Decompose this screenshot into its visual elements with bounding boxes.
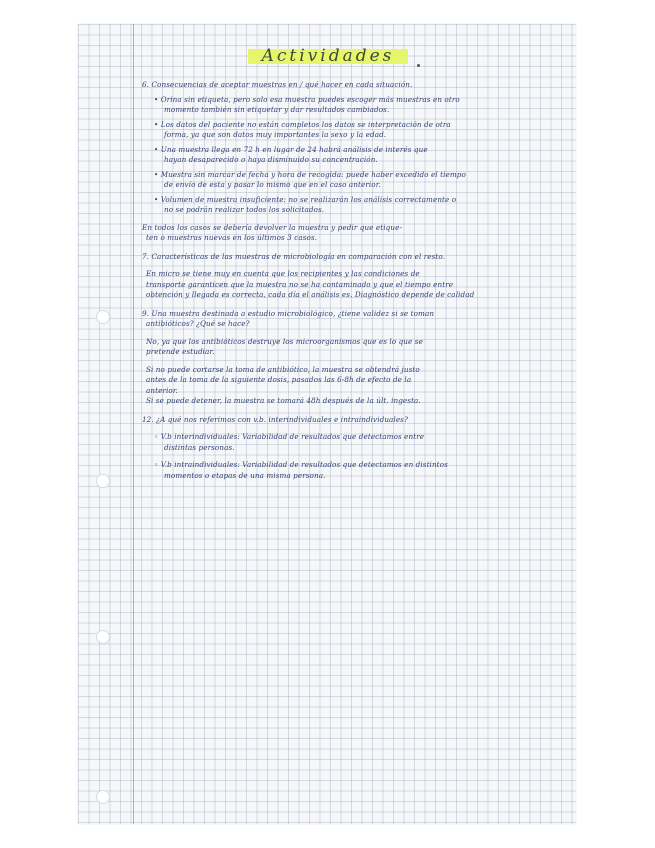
q9-answer-1-line-2: pretende estudiar. (146, 347, 215, 356)
q9-answer-2-line-1: Si no puede cortarse la toma de antibiótico, la muestra se obtendrá justo (146, 364, 420, 374)
binder-hole (96, 310, 110, 324)
q6-bullet-2-line-1: • Los datos del paciente no están completos los datos se interpretación de otra (154, 119, 451, 129)
q6-bullet-4-line-1: • Muestra sin marcar de fecha y hora de recogida: puede haber excedido el tiempo (154, 169, 466, 179)
q9-answer-1-line-1: No, ya que los antibióticos destruye los microorganismos que es lo que se (146, 336, 423, 346)
q9-answer-2-line-2: antes de la toma de la siguiente dosis, pasados las 6-8h de efecto de la (146, 375, 412, 384)
question-9-heading-line-1: 9. Una muestra destinada a estudio microbiológico, ¿tiene validez si se toman (142, 308, 435, 318)
q12-item-2-line-1: ◦ V.b intraindividuales: Variabilidad de resultados que detectamos en distintos (154, 460, 448, 469)
q6-bullet-1-line-1: • Orina sin etiqueta, pero solo esa muestra puedes escoger más muestras en otro (154, 94, 460, 104)
q12-item-2-line-2: momentos o etapas de una misma persona. (164, 470, 326, 480)
q7-answer-line-3: obtención y llegada es correcta, cada día el análisis es. Diagnóstico depende de calidad (146, 290, 475, 299)
q6-bullet-3-line-2: hayan desaparecido o haya disminuido su concentración. (164, 155, 378, 164)
q9-answer-2-line-4: Si se puede detener, la muestra se tomará 48h después de la últ. ingesta. (146, 396, 421, 405)
q6-conclusion-line-2: ten o muestras nuevas en los últimos 3 casos. (146, 233, 318, 242)
ink-dot (417, 64, 420, 67)
margin-line (133, 24, 134, 824)
binder-hole (96, 474, 110, 488)
q6-bullet-5-line-1: • Volumen de muestra insuficiente: no se realizarán los análisis correctamente o (154, 194, 457, 204)
q9-answer-2-line-3: anterior. (146, 385, 178, 395)
q7-answer-line-2: transporte garanticen que la muestra no se ha contaminado y que el tiempo entre (146, 279, 454, 289)
q6-bullet-3-line-1: • Una muestra llega en 72 h en lugar de 24 habrá análisis de interés que (154, 144, 428, 154)
question-12-heading: 12. ¿A qué nos referimos con v.b. interindividuales e intraindividuales? (142, 414, 408, 424)
binder-hole (96, 630, 110, 644)
q6-conclusion-line-1: En todos los casos se debería devolver la muestra y pedir que etique- (142, 222, 402, 232)
q6-bullet-5-line-2: no se podrán realizar todos los solicitados. (164, 205, 325, 214)
page-title: Actividades (248, 46, 408, 66)
question-6-heading: 6. Consecuencias de aceptar muestras en / qué hacer en cada situación. (142, 80, 413, 89)
q6-bullet-1-line-2: momento también sin etiquetar y dar resultados cambiados. (164, 105, 390, 114)
notes-body (142, 80, 564, 481)
question-7-heading: 7. Características de las muestras de microbiología en comparación con el resto. (142, 251, 446, 261)
q7-answer-line-1: En micro se tiene muy en cuenta que los recipientes y las condiciones de (146, 269, 420, 278)
notebook-sheet (78, 24, 576, 824)
q6-bullet-4-line-2: de envío de esta y pasar lo mismo que en el caso anterior. (164, 180, 381, 189)
q6-bullet-2-line-2: forma, ya que son datos muy importantes la sexo y la edad. (164, 130, 387, 139)
q12-item-1-line-1: ◦ V.b interindividuales: Variabilidad de resultados que detectamos entre (154, 432, 425, 441)
question-9-heading-line-2: antibióticos? ¿Qué se hace? (146, 319, 250, 328)
binder-hole (96, 790, 110, 804)
q12-item-1-line-2: distintas personas. (164, 442, 235, 452)
